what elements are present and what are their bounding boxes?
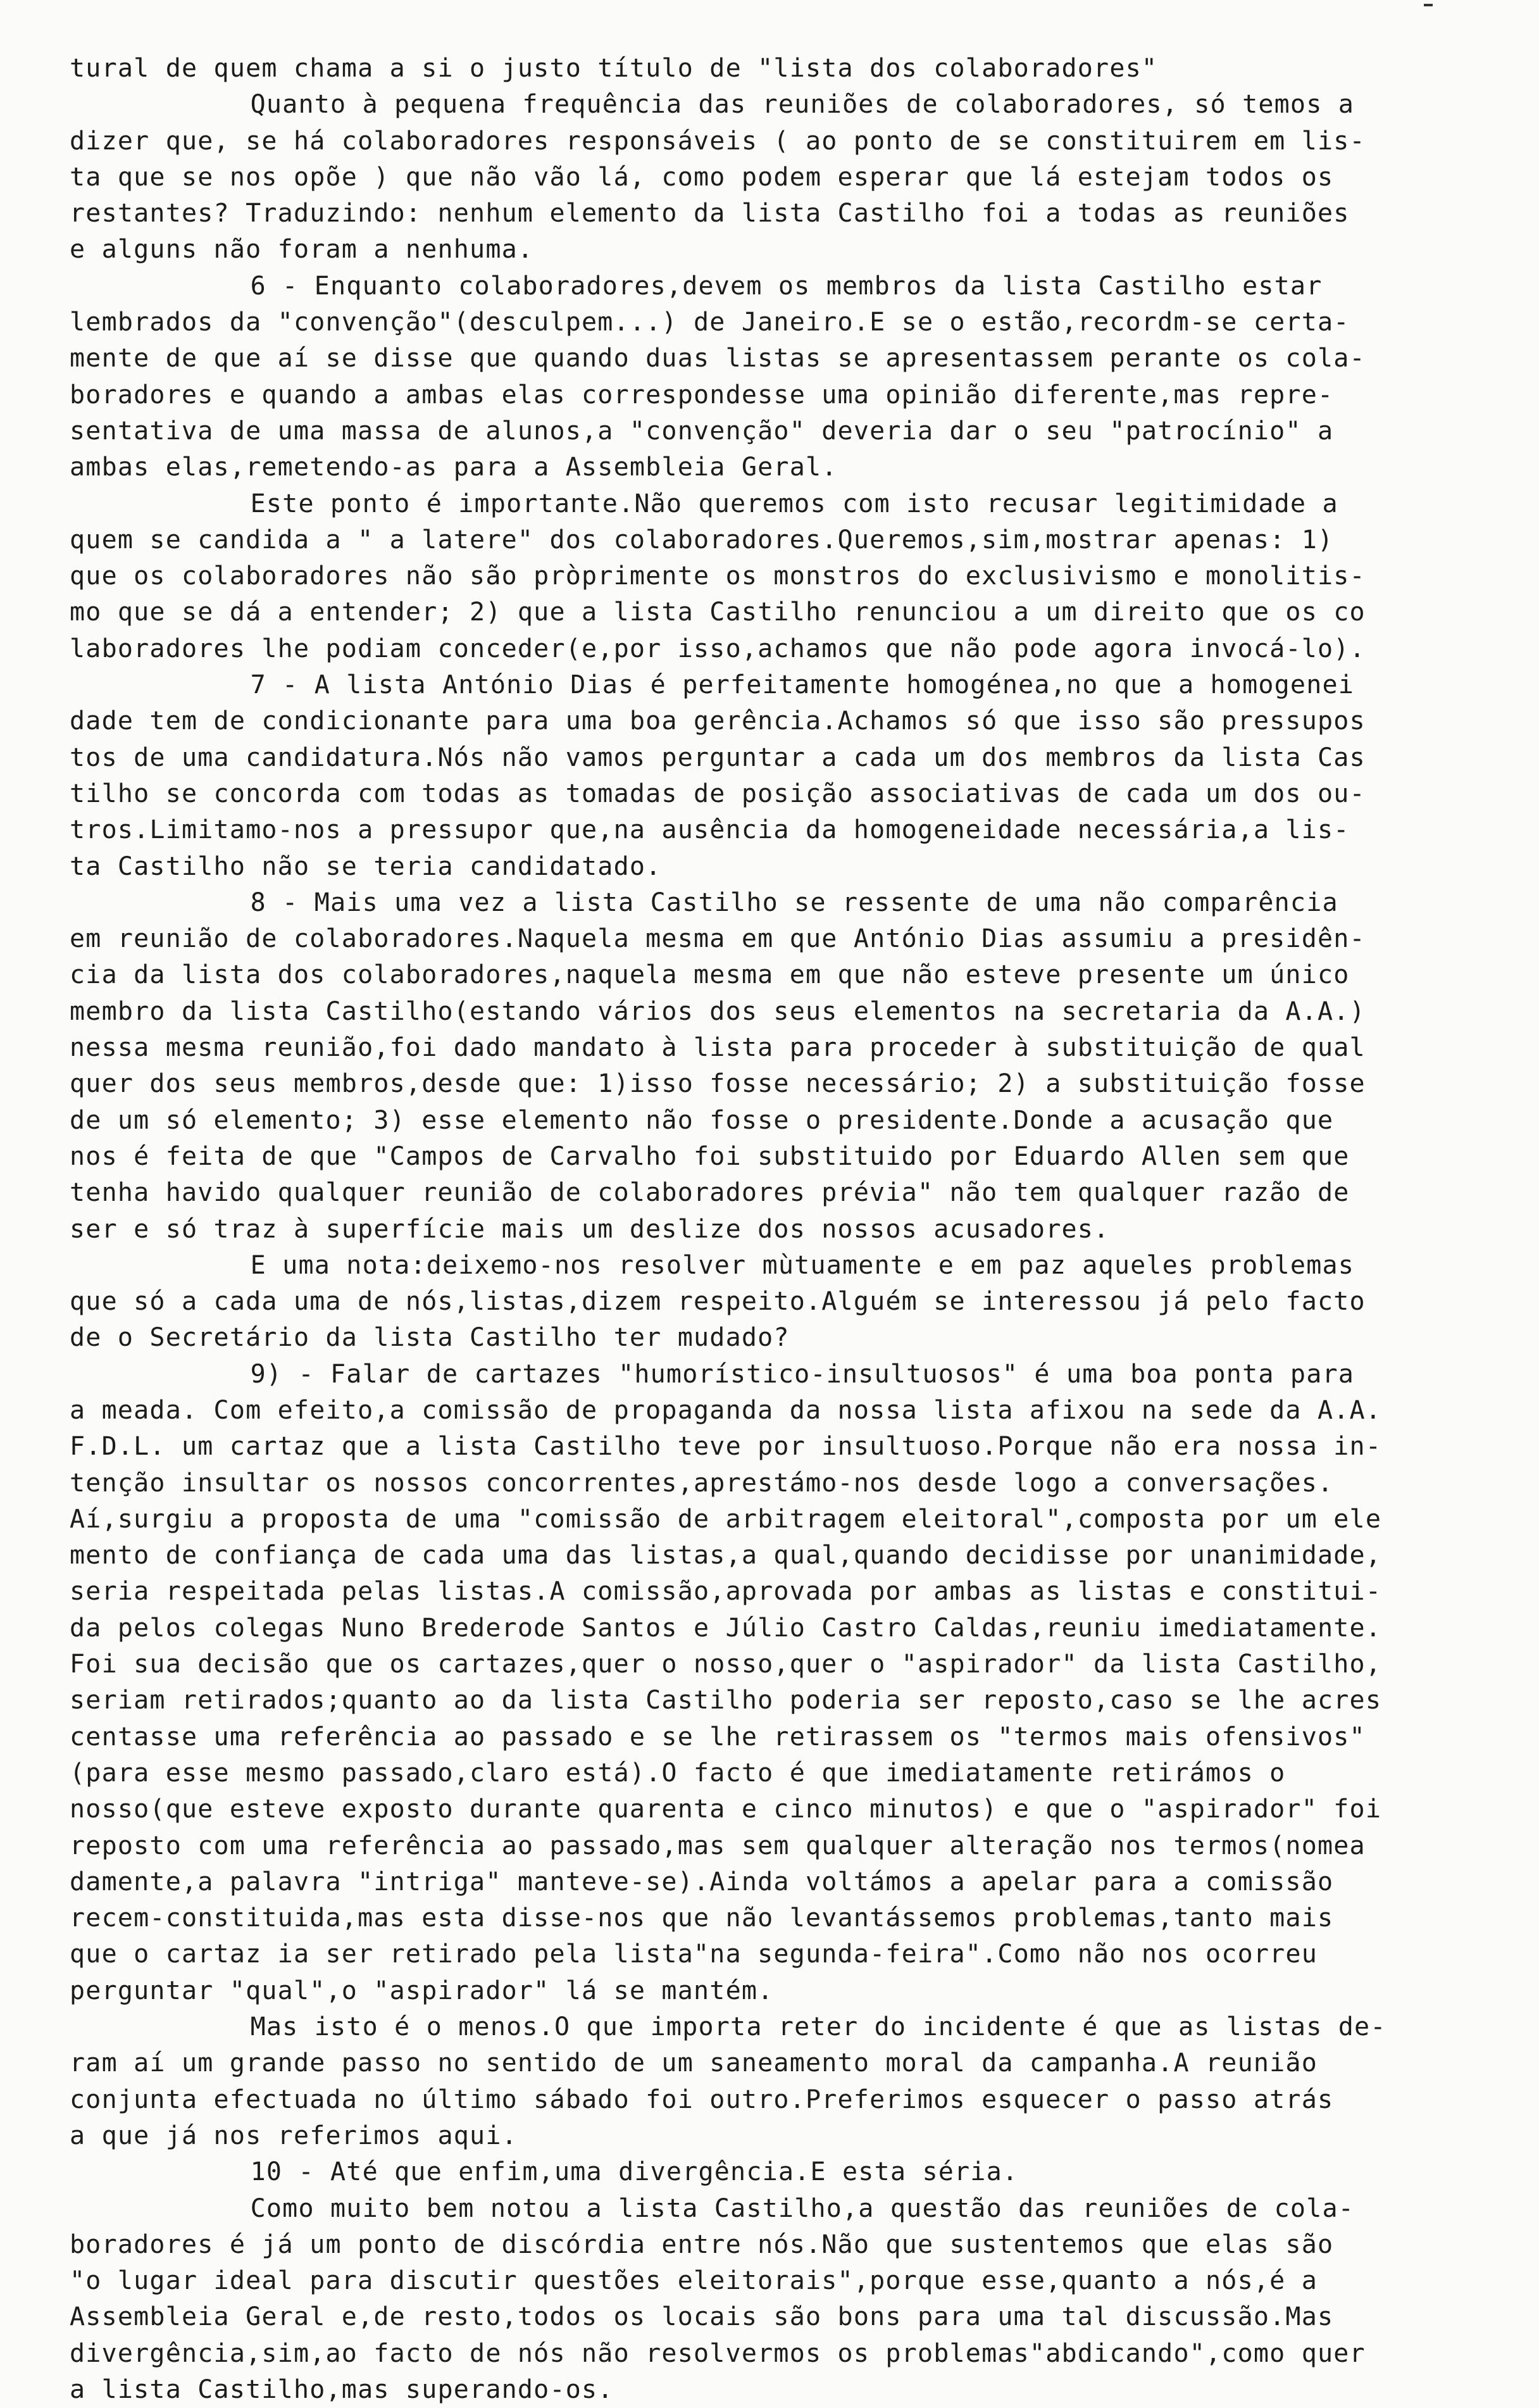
text-line: 6 - Enquanto colaboradores,devem os membros da lista Castilho estar <box>250 271 1323 301</box>
text-line: damente,a palavra "intriga" manteve-se).Ainda voltámos a apelar para a comissão <box>70 1867 1334 1897</box>
text-line: tilho se concorda com todas as tomadas de posição associativas de cada um dos ou- <box>70 779 1366 808</box>
text-line: e alguns não foram a nenhuma. <box>70 235 534 265</box>
text-line: a que já nos referimos aqui. <box>70 2121 518 2150</box>
text-line: tenha havido qualquer reunião de colaboradores prévia" não tem qualquer razão de <box>70 1178 1350 1208</box>
text-line: perguntar "qual",o "aspirador" lá se mantém. <box>70 1976 774 2005</box>
text-line: da pelos colegas Nuno Brederode Santos e Júlio Castro Caldas,reuniu imediatamente. <box>70 1613 1382 1643</box>
text-line: a meada. Com efeito,a comissão de propaganda da nossa lista afixou na sede da A.A. <box>70 1395 1382 1425</box>
text-line: tros.Limitamo-nos a pressupor que,na ausência da homogeneidade necessária,a lis- <box>70 815 1350 845</box>
text-line: Este ponto é importante.Não queremos com isto recusar legitimidade a <box>250 489 1338 518</box>
text-line: conjunta efectuada no último sábado foi outro.Preferimos esquecer o passo atrás <box>70 2085 1334 2114</box>
text-line: Aí,surgiu a proposta de uma "comissão de arbitragem eleitoral",composta por um ele <box>70 1504 1382 1534</box>
text-line: restantes? Traduzindo: nenhum elemento da lista Castilho foi a todas as reuniões <box>70 199 1350 229</box>
text-line: tenção insultar os nossos concorrentes,aprestámo-nos desde logo a conversações. <box>70 1468 1334 1498</box>
text-line: 8 - Mais uma vez a lista Castilho se ressente de uma não comparência <box>250 887 1338 917</box>
text-line: nessa mesma reunião,foi dado mandato à lista para proceder à substituição de qual <box>70 1033 1366 1063</box>
text-line: Foi sua decisão que os cartazes,quer o nosso,quer o "aspirador" da lista Castilho, <box>70 1650 1382 1679</box>
text-line: que só a cada uma de nós,listas,dizem respeito.Alguém se interessou já pelo facto <box>70 1287 1366 1317</box>
text-line: Quanto à pequena frequência das reuniões de colaboradores, só temos a <box>250 90 1355 120</box>
text-line: tural de quem chama a si o justo título de "lista dos colaboradores" <box>70 54 1158 83</box>
text-line: tos de uma candidatura.Nós não vamos perguntar a cada um dos membros da lista Cas <box>70 743 1366 772</box>
text-line: a lista Castilho,mas superando-os. <box>70 2375 614 2404</box>
text-line: quer dos seus membros,desde que: 1)isso fosse necessário; 2) a substituição fosse <box>70 1069 1366 1099</box>
text-line: E uma nota:deixemo-nos resolver mùtuamente e em paz aqueles problemas <box>250 1250 1355 1280</box>
text-line: 10 - Até que enfim,uma divergência.E esta séria. <box>250 2157 1019 2187</box>
text-line: boradores e quando a ambas elas correspondesse uma opinião diferente,mas repre- <box>70 380 1334 410</box>
text-line: reposto com uma referência ao passado,mas sem qualquer alteração nos termos(nomea <box>70 1831 1366 1860</box>
text-line: que o cartaz ia ser retirado pela lista"na segunda-feira".Como não nos ocorreu <box>70 1940 1318 1969</box>
text-line: seriam retirados;quanto ao da lista Castilho poderia ser reposto,caso se lhe acres <box>70 1686 1382 1715</box>
text-line: mo que se dá a entender; 2) que a lista Castilho renunciou a um direito que os co <box>70 598 1366 627</box>
text-line: Como muito bem notou a lista Castilho,a questão das reuniões de cola- <box>250 2193 1355 2223</box>
text-line: cia da lista dos colaboradores,naquela mesma em que não esteve presente um único <box>70 960 1350 990</box>
text-line: F.D.L. um cartaz que a lista Castilho teve por insultuoso.Porque não era nossa in- <box>70 1432 1382 1462</box>
text-line: centasse uma referência ao passado e se lhe retirassem os "termos mais ofensivos" <box>70 1722 1366 1752</box>
text-line: ambas elas,remetendo-as para a Assembleia Geral. <box>70 453 838 482</box>
text-line: Assembleia Geral e,de resto,todos os locais são bons para uma tal discussão.Mas <box>70 2302 1334 2332</box>
text-line: nosso(que esteve exposto durante quarenta e cinco minutos) e que o "aspirador" foi <box>70 1795 1382 1824</box>
text-line: (para esse mesmo passado,claro está).O facto é que imediatamente retirámos o <box>70 1758 1286 1788</box>
text-line: divergência,sim,ao facto de nós não resolvermos os problemas"abdicando",como quer <box>70 2338 1366 2368</box>
text-line: ram aí um grande passo no sentido de um saneamento moral da campanha.A reunião <box>70 2048 1318 2078</box>
text-line: que os colaboradores não são pròprimente os monstros do exclusivismo e monolitis- <box>70 561 1366 591</box>
text-line: ser e só traz à superfície mais um deslize dos nossos acusadores. <box>70 1214 1110 1244</box>
text-line: "o lugar ideal para discutir questões eleitorais",porque esse,quanto a nós,é a <box>70 2266 1318 2296</box>
text-line: quem se candida a " a latere" dos colaboradores.Queremos,sim,mostrar apenas: 1) <box>70 525 1334 555</box>
text-line: ta que se nos opõe ) que não vão lá, como podem esperar que lá estejam todos os <box>70 162 1334 192</box>
text-line: dade tem de condicionante para uma boa gerência.Achamos só que isso são pressupos <box>70 706 1366 736</box>
document-body <box>70 51 1481 2408</box>
text-line: em reunião de colaboradores.Naquela mesma em que António Dias assumiu a presidên- <box>70 924 1366 954</box>
text-line: mento de confiança de cada uma das listas,a qual,quando decidisse por unanimidade, <box>70 1541 1382 1571</box>
text-line: mente de que aí se disse que quando duas listas se apresentassem perante os cola- <box>70 344 1366 373</box>
text-line: laboradores lhe podiam conceder(e,por isso,achamos que não pode agora invocá-lo). <box>70 634 1366 663</box>
text-line: de o Secretário da lista Castilho ter mudado? <box>70 1323 790 1353</box>
text-line: lembrados da "convenção"(desculpem...) de Janeiro.E se o estão,recordm-se certa- <box>70 308 1350 337</box>
text-line: nos é feita de que "Campos de Carvalho foi substituido por Eduardo Allen sem que <box>70 1141 1350 1171</box>
text-line: dizer que, se há colaboradores responsáveis ( ao ponto de se constituirem em lis- <box>70 126 1366 156</box>
text-line: seria respeitada pelas listas.A comissão,aprovada por ambas as listas e constitui- <box>70 1577 1382 1607</box>
text-line: 9) - Falar de cartazes "humorístico-insultuosos" é uma boa ponta para <box>250 1359 1355 1389</box>
page-mark <box>1424 4 1433 6</box>
text-line: 7 - A lista António Dias é perfeitamente homogénea,no que a homogenei <box>250 670 1355 700</box>
text-line: sentativa de uma massa de alunos,a "convenção" deveria dar o seu "patrocínio" a <box>70 416 1334 446</box>
text-line: boradores é já um ponto de discórdia entre nós.Não que sustentemos que elas são <box>70 2229 1334 2259</box>
text-line: Mas isto é o menos.O que importa reter do incidente é que as listas de- <box>250 2012 1386 2042</box>
text-line: de um só elemento; 3) esse elemento não fosse o presidente.Donde a acusação que <box>70 1105 1334 1135</box>
text-line: membro da lista Castilho(estando vários dos seus elementos na secretaria da A.A.) <box>70 996 1366 1026</box>
text-line: recem-constituida,mas esta disse-nos que não levantássemos problemas,tanto mais <box>70 1903 1334 1933</box>
text-line: ta Castilho não se teria candidatado. <box>70 851 662 881</box>
